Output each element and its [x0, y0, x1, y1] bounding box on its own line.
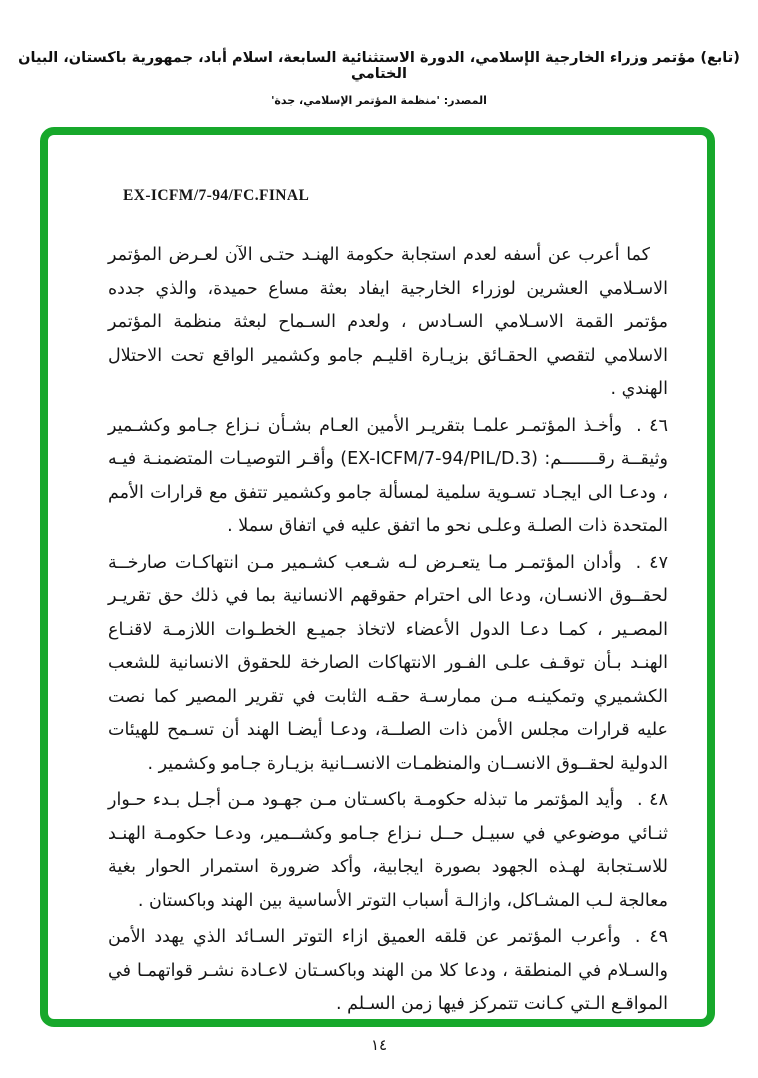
paragraph-text: وأخـذ المؤتمـر علمـا بتقريـر الأمين العـام بشـأن نـزاع جـامو وكشـمير وثيقــة رقـــــــم: (EX-ICFM/7-94/PIL/D.3) وأقـر التوصيـات المتضمنـة فيـه ، ودعـا الى ايجـاد تسـوية سلمية لمسألة جامو وكشمير تتفق مع قرارات الأمم المتحدة ذات الصلـة وعلـى نحو ما اتفق عليه في اتفاق سملا .	[108, 415, 669, 536]
paragraph	[108, 784, 668, 918]
paragraph	[108, 921, 668, 1022]
document-body	[108, 239, 668, 1025]
document-border-frame	[40, 127, 715, 1027]
header-title: (تابع) مؤتمر وزراء الخارجية الإسلامي، الدورة الاستثنائية السابعة، اسلام أباد، جمهورية باكستان، البيان الختامي	[18, 50, 740, 82]
header-source-line: المصدر: 'منظمة المؤتمر الإسلامي، جدة'	[271, 94, 487, 107]
paragraph	[108, 410, 668, 544]
document-reference-code: EX-ICFM/7-94/FC.FINAL	[123, 187, 310, 204]
paragraph-text: وأعرب المؤتمر عن قلقه العميق ازاء التوتر السـائد الذي يهدد الأمن والسـلام في المنطقة ، ودعا كلا من الهند وباكسـتان لاعـادة نشـر قواتهمـا في المواقـع الـتي كـانت تتمركز فيها زمن السـلم .	[108, 927, 668, 1014]
paragraph	[108, 239, 668, 407]
paragraph-number: ٤٦ .	[636, 415, 668, 436]
paragraph-text: وأدان المؤتمـر مـا يتعـرض لـه شـعب كشـمير مـن انتهاكـات صارخــة لحقــوق الانسـان، ودعا الى احترام حقوقهم الانسانية بما في ذلك حق تقريـر المصـير ، كمـا دعـا الدول الأعضاء لاتخاذ جميـع الخطـوات اللازمـة لاقنـاع الهنـد بـأن توقـف علـى الفـور الانتهاكات الصارخة للحقوق الانسانية للشعب الكشميري وتمكينـه مـن ممارسـة حقـه الثابت في تقرير المصير كما نصت عليه قرارات مجلس الأمن ذات الصلــة، ودعـا أيضـا الهند أن تسـمح للهيئات الدولية لحقــوق الانســان والمنظمـات الانســانية بزيـارة جـامو وكشمير .	[108, 552, 668, 774]
paragraph-number: ٤٩ .	[634, 927, 668, 947]
paragraph-number: ٤٧ .	[635, 552, 668, 573]
page-number: ١٤	[370, 1036, 388, 1054]
paragraph-number: ٤٨ .	[637, 790, 668, 810]
paragraph	[108, 547, 668, 782]
paragraph-text: كما أعرب عن أسفه لعدم استجابة حكومة الهنـد حتـى الآن لعـرض المؤتمر الاسـلامي العشرين لوزراء الخارجية ايفاد بعثة مساع حميدة، والذي جدده مؤتمر القمة الاسـلامي السـادس ، ولعدم السـماح لبعثة منظمة المؤتمر الاسلامي لتقصي الحقـائق بزيـارة اقليـم جامو وكشمير الواقع تحت الاحتلال الهندي .	[108, 245, 668, 399]
paragraph-text: وأيد المؤتمر ما تبذله حكومـة باكسـتان مـن جهـود مـن أجـل بـدء حـوار ثنـائي موضوعي في سبيـل حــل نـزاع جـامو وكشــمير، ودعـا حكومـة الهنـد للاسـتجابة لهـذه الجهود بصورة ايجابية، وأكد ضرورة استمرار الحوار بغية معالجة لـب المشـاكل، وازالـة أسباب التوتر الأساسية بين الهند وباكستان .	[108, 790, 668, 911]
running-header	[0, 50, 758, 107]
